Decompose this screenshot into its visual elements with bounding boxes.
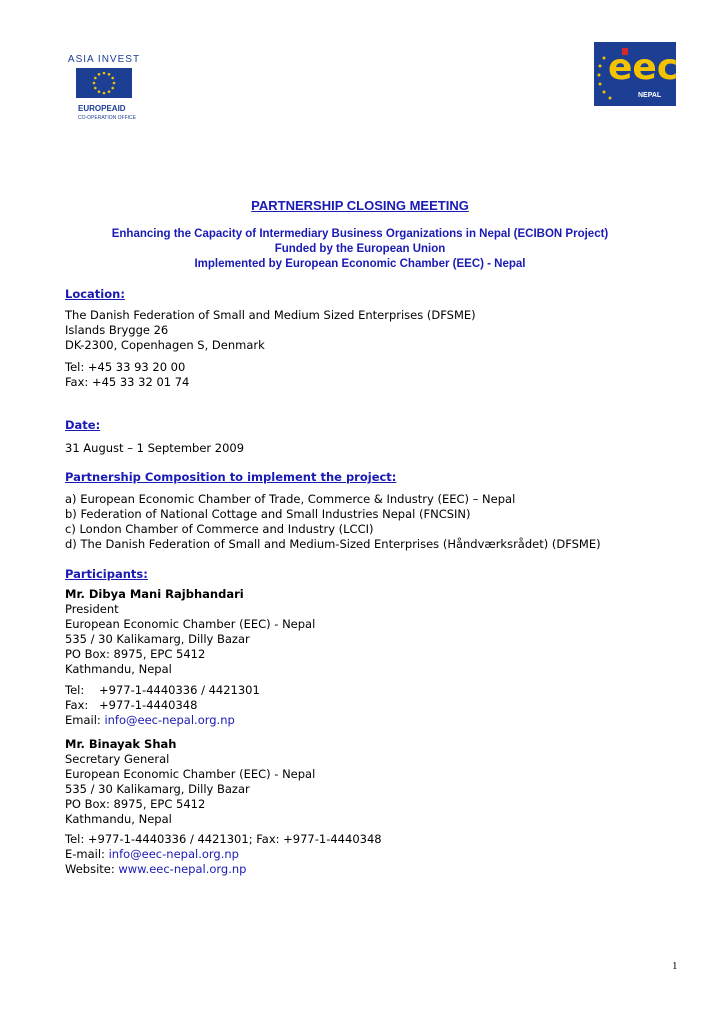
- participant-2-line: European Economic Chamber (EEC) - Nepal: [65, 767, 316, 781]
- participant-2-line: PO Box: 8975, EPC 5412: [65, 797, 206, 811]
- location-address: [65, 308, 476, 353]
- participants-heading: Participants:: [65, 567, 148, 581]
- date-heading: Date:: [65, 418, 101, 432]
- participant-1-tel: +977-1-4440336 / 4421301: [99, 683, 260, 697]
- location-line: The Danish Federation of Small and Medium Sized Enterprises (DFSME): [65, 308, 476, 322]
- subtitle-implemented: Implemented by European Economic Chamber (EEC) - Nepal: [194, 258, 526, 270]
- page-title: PARTNERSHIP CLOSING MEETING: [251, 198, 469, 213]
- participant-2-line: Secretary General: [65, 752, 170, 766]
- participant-1-line: Kathmandu, Nepal: [65, 662, 172, 676]
- eu-flag-icon: [76, 68, 132, 98]
- participant-2-email-link[interactable]: info@eec-nepal.org.np: [108, 847, 239, 861]
- subtitle-project: Enhancing the Capacity of Intermediary Business Organizations in Nepal (ECIBON Project): [111, 228, 609, 240]
- list-item: d) The Danish Federation of Small and Medium-Sized Enterprises (Håndværksrådet) (DFSME): [65, 537, 601, 551]
- location-line: Islands Brygge 26: [65, 323, 169, 337]
- eec-nepal-text: NEPAL: [638, 92, 662, 99]
- participant-2-name: Mr. Binayak Shah: [65, 737, 177, 751]
- participant-1-line: PO Box: 8975, EPC 5412: [65, 647, 206, 661]
- date-value: 31 August – 1 September 2009: [65, 441, 245, 455]
- participant-1-line: 535 / 30 Kalikamarg, Dilly Bazar: [65, 632, 250, 646]
- participant-1-name: Mr. Dibya Mani Rajbhandari: [65, 587, 244, 601]
- composition-heading: Partnership Composition to implement the project:: [65, 470, 397, 484]
- cooperation-office-text: CO-OPERATION OFFICE: [78, 115, 136, 121]
- location-tel: Tel: +45 33 93 20 00: [65, 360, 186, 374]
- eec-text: eec: [608, 47, 679, 88]
- asia-invest-text: ASIA INVEST: [67, 54, 141, 65]
- list-item: c) London Chamber of Commerce and Industry (LCCI): [65, 522, 374, 536]
- location-heading: Location:: [65, 287, 125, 301]
- europeaid-text: EUROPEAID: [78, 104, 126, 113]
- participant-2-contact: [65, 832, 382, 877]
- participant-1-line: President: [65, 602, 119, 616]
- eec-nepal-logo: [594, 42, 679, 106]
- fax-label: Fax:: [65, 698, 89, 712]
- participant-1-fax: +977-1-4440348: [99, 698, 198, 712]
- participant-1: [65, 587, 315, 677]
- participant-2: [65, 737, 315, 827]
- email-label: Email:: [65, 713, 101, 727]
- participant-1-email-link[interactable]: info@eec-nepal.org.np: [104, 713, 235, 727]
- participant-2-line: 535 / 30 Kalikamarg, Dilly Bazar: [65, 782, 250, 796]
- email-label: E-mail:: [65, 847, 105, 861]
- participant-1-contact: [65, 683, 260, 728]
- tel-label: Tel:: [65, 683, 85, 697]
- page-number: 1: [672, 960, 678, 972]
- asia-invest-logo: [64, 54, 144, 134]
- list-item: a) European Economic Chamber of Trade, Commerce & Industry (EEC) – Nepal: [65, 492, 516, 506]
- participant-2-line: Kathmandu, Nepal: [65, 812, 172, 826]
- composition-list: [65, 492, 601, 552]
- location-contact: [65, 360, 189, 390]
- subtitle-funded: Funded by the European Union: [274, 243, 446, 255]
- participant-2-telfax: Tel: +977-1-4440336 / 4421301; Fax: +977-1-4440348: [65, 832, 382, 846]
- participant-1-line: European Economic Chamber (EEC) - Nepal: [65, 617, 316, 631]
- location-fax: Fax: +45 33 32 01 74: [65, 375, 190, 389]
- list-item: b) Federation of National Cottage and Small Industries Nepal (FNCSIN): [65, 507, 471, 521]
- participant-2-website-link[interactable]: www.eec-nepal.org.np: [118, 862, 247, 876]
- location-line: DK-2300, Copenhagen S, Denmark: [65, 338, 265, 352]
- subtitle-block: [0, 227, 720, 272]
- website-label: Website:: [65, 862, 115, 876]
